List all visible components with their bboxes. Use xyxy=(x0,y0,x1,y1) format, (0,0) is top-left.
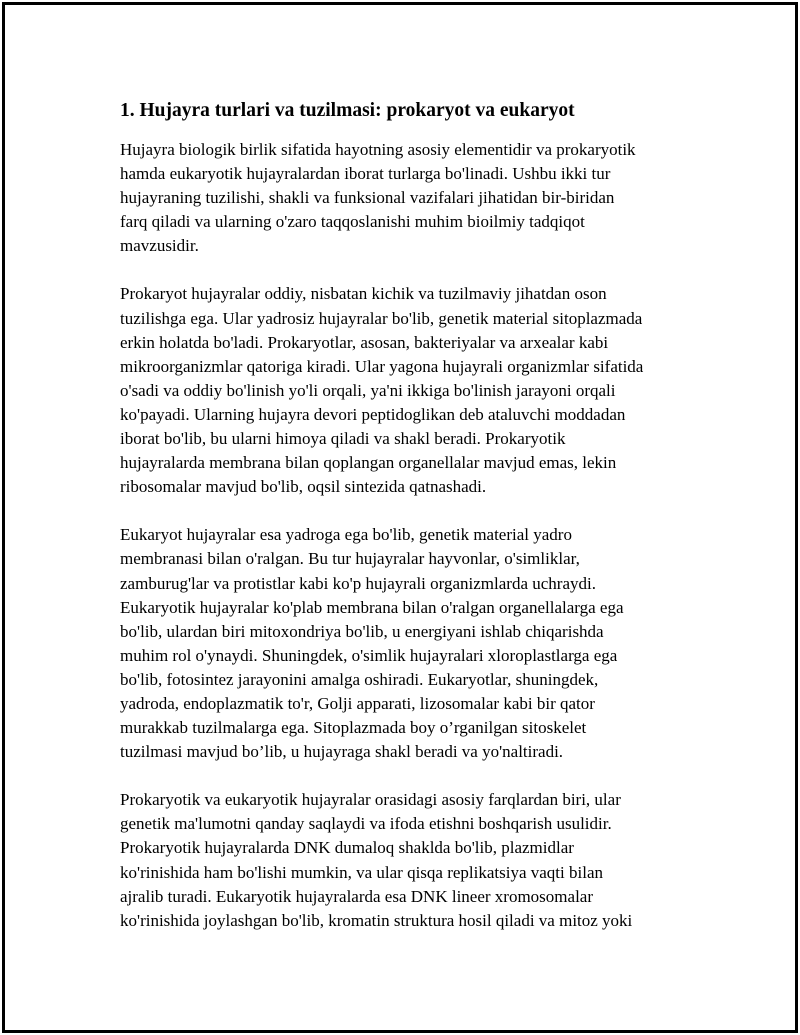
paragraph-line: genetik ma'lumotni qanday saqlaydi va ifoda etishni boshqarish usulidir. xyxy=(120,814,612,834)
paragraph-line: ribosomalar mavjud bo'lib, oqsil sintezida qatnashadi. xyxy=(120,477,487,497)
paragraph-container xyxy=(120,138,700,933)
paragraph-line: Prokaryotik hujayralarda DNK dumaloq shaklda bo'lib, plazmidlar xyxy=(120,838,574,858)
paragraph-line: murakkab tuzilmalarga ega. Sitoplazmada boy o’rganilgan sitoskelet xyxy=(120,718,587,738)
paragraph-line: hujayralarda membrana bilan qoplangan organellalar mavjud emas, lekin xyxy=(120,453,617,473)
paragraph-line: Prokaryotik va eukaryotik hujayralar orasidagi asosiy farqlardan biri, ular xyxy=(120,790,621,810)
paragraph-line: membranasi bilan o'ralgan. Bu tur hujayralar hayvonlar, o'simliklar, xyxy=(120,549,580,569)
paragraph-1 xyxy=(120,138,700,258)
paragraph-line: ko'payadi. Ularning hujayra devori peptidoglikan deb ataluvchi moddadan xyxy=(120,404,626,424)
paragraph-4 xyxy=(120,788,700,933)
paragraph-line: farq qiladi va ularning o'zaro taqqoslanishi muhim bioilmiy tadqiqot xyxy=(120,212,585,232)
page-frame xyxy=(2,2,798,1033)
paragraph-line: tuzilmasi mavjud bo’lib, u hujayraga shakl beradi va yo'naltiradi. xyxy=(120,742,564,762)
paragraph-line: bo'lib, fotosintez jarayonini amalga oshiradi. Eukaryotlar, shuningdek, xyxy=(120,669,599,689)
paragraph-line: ajralib turadi. Eukaryotik hujayralarda esa DNK lineer xromosomalar xyxy=(120,886,593,906)
paragraph-line: bo'lib, ulardan biri mitoxondriya bo'lib, u energiyani ishlab chiqarishda xyxy=(120,621,604,641)
paragraph-line: Eukaryot hujayralar esa yadroga ega bo'lib, genetik material yadro xyxy=(120,525,572,545)
paragraph-line: erkin holatda bo'ladi. Prokaryotlar, asosan, bakteriyalar va arxealar kabi xyxy=(120,332,609,352)
paragraph-line: hamda eukaryotik hujayralardan iborat turlarga bo'linadi. Ushbu ikki tur xyxy=(120,164,611,184)
paragraph-line: yadroda, endoplazmatik to'r, Golji apparati, lizosomalar kabi bir qator xyxy=(120,693,595,713)
paragraph-line: Eukaryotik hujayralar ko'plab membrana bilan o'ralgan organellalarga ega xyxy=(120,597,624,617)
paragraph-line: o'sadi va oddiy bo'linish yo'li orqali, ya'ni ikkiga bo'linish jarayoni orqali xyxy=(120,380,616,400)
paragraph-line: mavzusidir. xyxy=(120,236,199,256)
paragraph-2 xyxy=(120,282,700,499)
paragraph-line: ko'rinishida joylashgan bo'lib, kromatin struktura hosil qiladi va mitoz yoki xyxy=(120,910,633,930)
paragraph-line: ko'rinishida ham bo'lishi mumkin, va ular qisqa replikatsiya vaqti bilan xyxy=(120,862,603,882)
paragraph-line: muhim rol o'ynaydi. Shuningdek, o'simlik hujayralari xloroplastlarga ega xyxy=(120,645,618,665)
paragraph-line: Prokaryot hujayralar oddiy, nisbatan kichik va tuzilmaviy jihatdan oson xyxy=(120,284,607,304)
paragraph-3 xyxy=(120,523,700,764)
paragraph-line: mikroorganizmlar qatoriga kiradi. Ular yagona hujayrali organizmlar sifatida xyxy=(120,356,644,376)
paragraph-line: Hujayra biologik birlik sifatida hayotning asosiy elementidir va prokaryotik xyxy=(120,140,636,159)
section-heading: 1. Hujayra turlari va tuzilmasi: prokaryot va eukaryot xyxy=(120,100,575,121)
paragraph-line: hujayraning tuzilishi, shakli va funksional vazifalari jihatidan bir-biridan xyxy=(120,188,615,208)
document-body xyxy=(120,97,700,957)
paragraph-line: iborat bo'lib, bu ularni himoya qiladi va shakl beradi. Prokaryotik xyxy=(120,429,566,449)
paragraph-line: tuzilishga ega. Ular yadrosiz hujayralar bo'lib, genetik material sitoplazmada xyxy=(120,308,643,328)
paragraph-line: zamburug'lar va protistlar kabi ko'p hujayrali organizmlarda uchraydi. xyxy=(120,573,596,593)
